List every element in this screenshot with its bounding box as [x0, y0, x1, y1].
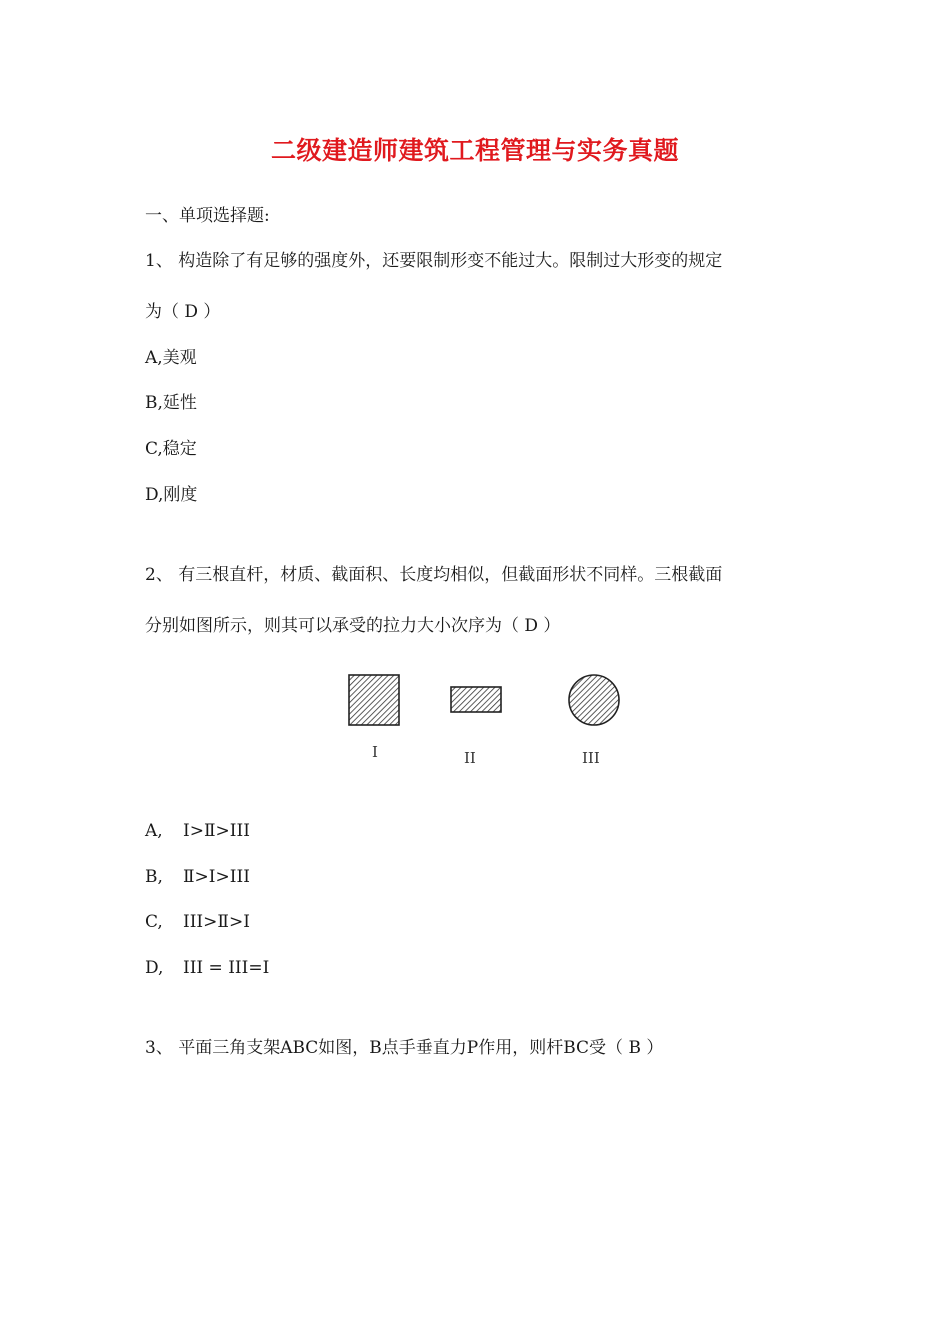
q1-line1: 1、 构造除了有足够的强度外，还要限制形变不能过大。限制过大形变的规定	[145, 251, 723, 271]
section-heading: 一、单项选择题:	[145, 206, 270, 226]
q1-option-b: B,延性	[145, 393, 197, 413]
q2-option-d-letter: D,	[145, 958, 164, 978]
circle-section	[569, 675, 619, 725]
figure-label-3: III	[582, 749, 600, 767]
q2-line2: 分别如图所示，则其可以承受的拉力大小次序为（ D ）	[145, 616, 561, 636]
q1-option-d: D,刚度	[145, 485, 198, 505]
q2-option-b	[145, 866, 250, 888]
q2-option-b-text: Ⅱ>Ⅰ>III	[183, 867, 250, 887]
page-title: 二级建造师建筑工程管理与实务真题	[270, 136, 679, 165]
q2-line1: 2、 有三根直杆，材质、截面积、长度均相似，但截面形状不同样。三根截面	[145, 565, 723, 585]
q1-line2: 为（ D ）	[145, 302, 221, 322]
q2-option-c-letter: C,	[145, 912, 163, 932]
q2-option-a	[145, 820, 250, 842]
q1-option-a: A,美观	[145, 348, 197, 368]
q1-option-c: C,稳定	[145, 439, 197, 459]
figure-label-1: I	[372, 743, 378, 761]
q2-option-a-text: Ⅰ>Ⅱ>III	[183, 821, 250, 841]
q2-option-c-text: III>Ⅱ>Ⅰ	[183, 912, 250, 932]
q2-option-b-letter: B,	[145, 867, 163, 887]
rectangle-section	[451, 687, 501, 712]
square-section	[349, 675, 399, 725]
q2-option-d	[145, 957, 269, 979]
q2-option-d-text: III = III=Ⅰ	[183, 958, 270, 978]
q2-option-a-letter: A,	[145, 821, 163, 841]
q2-option-c	[145, 911, 250, 933]
q3-line1: 3、 平面三角支架ABC如图，B点手垂直力P作用，则杆BC受（ B ）	[145, 1038, 664, 1058]
figure-label-2: II	[464, 749, 476, 767]
cross-section-figure	[330, 665, 640, 775]
